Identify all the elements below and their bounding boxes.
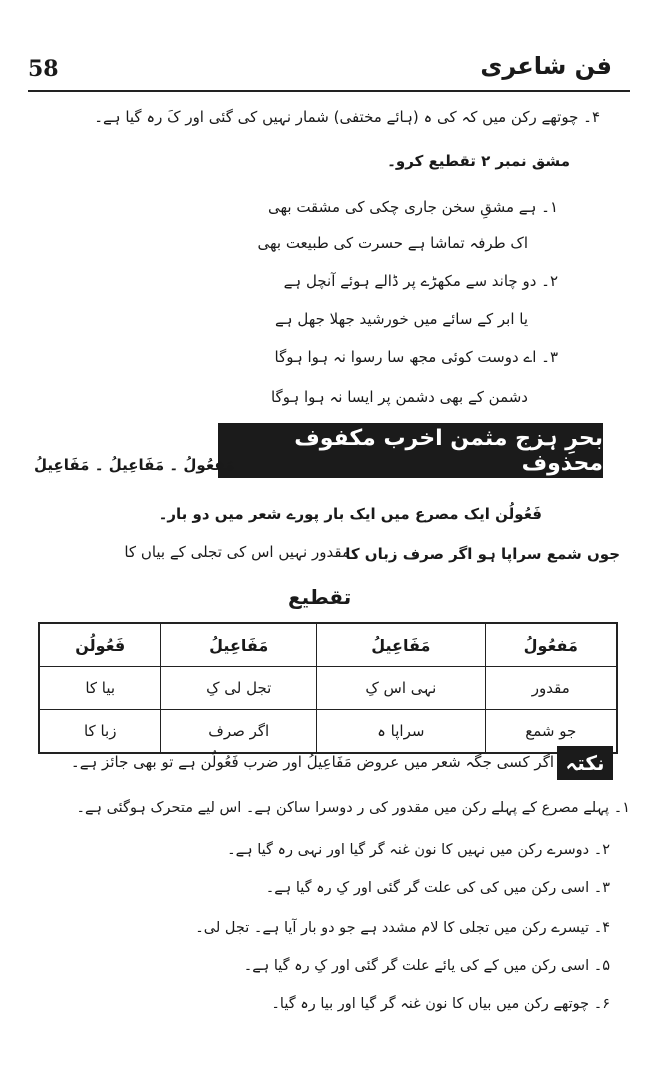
- column-header: مَفعُولُ: [485, 623, 617, 667]
- exercise-line: یا ابر کے سائے میں خورشید جھلا جھل ہے: [274, 310, 528, 328]
- exercise-title: مشق نمبر ۲ تقطیع کرو۔: [387, 152, 570, 170]
- page-number: 58: [28, 56, 59, 82]
- table-cell: سراپا ہ: [317, 710, 486, 754]
- table-cell: جو شمع: [485, 710, 617, 754]
- column-header: فَعُولُن: [39, 623, 161, 667]
- table-row: [39, 667, 617, 710]
- verse-line-second: جوں شمع سراپا ہو اگر صرف زباں کا: [345, 545, 620, 563]
- header-rule: [28, 90, 630, 92]
- meter-pattern: مَفعُولُ ۔ مَفَاعِیلُ ۔ مَفَاعِیلُ: [34, 456, 235, 474]
- exercise-line: ۱۔ ہے مشقِ سخن جاری چکی کی مشقت بھی: [267, 198, 558, 216]
- meter-heading: بحرِ ہزج مثمن اخرب مکفوف محذوف: [218, 423, 603, 478]
- table-header-row: [39, 623, 617, 667]
- intro-line: ۴۔ چوتھے رکن میں کہ کی ہ (ہائے مختفی) شمار نہیں کی گئی اور کَ رہ گیا ہے۔: [94, 108, 600, 126]
- taqti-title: تقطیع: [288, 585, 352, 609]
- nukta-text: اگر کسی جگہ شعر میں عروض مَفَاعِیلُ اور ضرب فَعُولُن ہے تو بھی جائز ہے۔: [70, 753, 554, 771]
- scansion-table: [38, 622, 618, 754]
- table-cell: بیا کا: [39, 667, 161, 710]
- table-row: [39, 710, 617, 754]
- point-item: ۶۔ چوتھے رکن میں بیاں کا نون غنہ گر گیا اور بیا رہ گیا۔: [271, 996, 610, 1012]
- exercise-line: دشمن کے بھی دشمن پر ایسا نہ ہوا ہوگا: [270, 388, 528, 406]
- exercise-line: ۲۔ دو چاند سے مکھڑے پر ڈالے ہوئے آنچل ہے: [283, 272, 558, 290]
- table-cell: مقدور: [485, 667, 617, 710]
- exercise-line: ۳۔ اے دوست کوئی مجھ سا رسوا نہ ہوا ہوگا: [274, 348, 558, 366]
- meter-note: فَعُولُن ایک مصرع میں ایک بار پورے شعر میں دو بار۔: [158, 505, 542, 523]
- table-cell: زبا کا: [39, 710, 161, 754]
- point-item: ۴۔ تیسرے رکن میں تجلی کا لام مشدد ہے جو دو بار آیا ہے۔ تجل لی۔: [195, 920, 610, 936]
- point-item: ۳۔ اسی رکن میں کی کی علت گر گئی اور کِ رہ گیا ہے۔: [265, 880, 610, 896]
- point-item: ۱۔ پہلے مصرع کے پہلے رکن میں مقدور کی ر دوسرا ساکن ہے۔ اس لیے متحرک ہوگئی ہے۔: [76, 800, 630, 816]
- exercise-line: اک طرفہ تماشا ہے حسرت کی طبیعت بھی: [257, 234, 528, 252]
- verse-line-first: مقدور نہیں اس کی تجلی کے بیاں کا: [124, 543, 350, 561]
- book-title: فن شاعری: [480, 52, 612, 80]
- table-cell: نہی اس کِ: [317, 667, 486, 710]
- table-cell: تجل لی کِ: [161, 667, 317, 710]
- point-item: ۵۔ اسی رکن میں کے کی یائے علت گر گئی اور کِ رہ گیا ہے۔: [243, 958, 610, 974]
- table-cell: اگر صرف: [161, 710, 317, 754]
- point-item: ۲۔ دوسرے رکن میں نہیں کا نون غنہ گر گیا اور نہی رہ گیا ہے۔: [227, 842, 610, 858]
- column-header: مَفَاعِیلُ: [317, 623, 486, 667]
- column-header: مَفَاعِیلُ: [161, 623, 317, 667]
- nukta-label: نکتہ: [557, 746, 613, 780]
